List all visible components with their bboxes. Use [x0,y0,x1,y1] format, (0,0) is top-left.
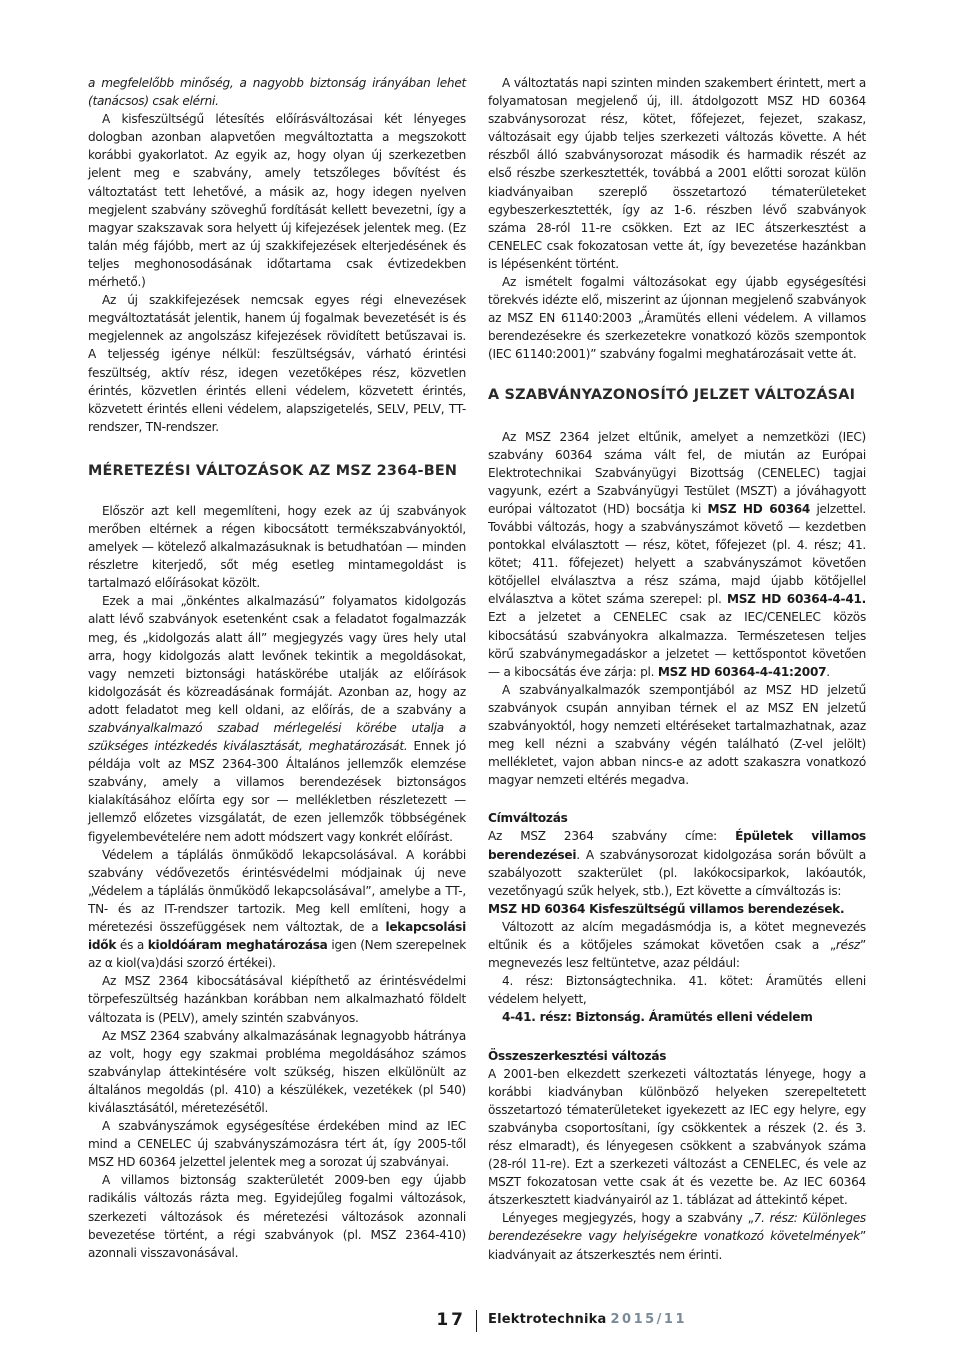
paragraph: Lényeges megjegyzés, hogy a szabvány „7. rész: Különleges berendezésekre vagy helyiségekre vonatkozó követelmények” kiadványait az átszerkesztés nem érinti. [488,1211,866,1262]
footer-divider [476,1310,477,1332]
paragraph: Az új szakkifejezések nemcsak egyes régi elnevezések megváltoztatását jelentik, hanem új fogalmak bevezetését is és megjelennek az angolszász kifejezések rövidített betűszavai is. A teljesség igénye nélkül: feszültségsáv, várható érintési feszültség, aktív rész, idegen vezetőképes rész, közvetlen érintés, közvetlen érintés elleni védelem, közvetett érintés, közvetett érintés elleni védelem, alapszigetelés, SELV, PELV, TT-rendszer, TN-rendszer. [88,293,466,434]
paragraph: Az MSZ 2364 szabvány címe: Épületek villamos berendezései. A szabványsorozat kidolgozása során bővült a szabályozott szakterület (pl. lakókocsiparkok, lakóautók, vezetőnyagú szűk helyek, stb.), Ezt követte a címváltozás is: [488,829,867,898]
paragraph: Változott az alcím megadásmódja is, a kötet megnevezés eltűnik és a kötőjeles számokat követően csak a „rész” megnevezés lesz feltüntetve, azaz például: [488,919,866,971]
paragraph: Az MSZ 2364 kibocsátásával kiépíthető az érintésvédelmi törpefeszültség hazánkban korábban nem alkalmazható földelt változata is (PELV), amely szintén szabványos. [88,974,466,1025]
paragraph: Ezek a mai „önkéntes alkalmazású” folyamatos kidolgozás alatt lévő szabványok esetenként csak a feladatot fogalmazzák meg, és „kidolgozás alatt áll” megjegyzés vagy üres hely utal arra, hogy kidolgozás alatt levőnek tekintik a megoldásokat, vagy nemzeti biztonsági hatáskörébe utalják az előírások kidolgozását és közreadásának formáját. Azonban az, hogy az adott feladatot meg kell oldani, az előírás, de a szabvány a szabványalkalmazó szabad mérlegelési körébe utalja a szükséges intézkedés kiválasztását, meghatározását. Ennek jó példája volt az MSZ 2364-300 Általános jellemzők elemzése szabvány, amely a villamos berendezések biztonságos kialakításához előírta egy sor — mellékletben részletezett — jellemző előzetes vizsgálatát, de ezen jellemzők többségének figyelembevételére nem adott módszert vagy konkrét előírást. [88,594,466,844]
paragraph: Védelem a táplálás önműködő lekapcsolásával. A korábbi szabvány védővezetős érintésvédelmi módjainak új neve „Védelem a táplálás önműködő lekapcsolásával”, amelybe a TT-, TN- és az IT-rendszer tartozik. Meg kell említeni, hogy a méretezési összefüggések nem változtak, de a lekapcsolási idők és a kioldóáram meghatározása igen (Nem szerepelnek az α kiol(va)dási szorzó értékei). [88,847,467,971]
paragraph: Először azt kell megemlíteni, hogy ezek az új szabványok merőben eltérnek a régen kibocsátott termékszabványoktól, amelyek — kötelező alkalmazásuknak is betudhatóan — minden részletre kiterjedő, sőt még esetleg mintamegoldást is tartalmazó előírásokat közölt. [88,503,466,591]
paragraph: Az MSZ 2364 szabvány alkalmazásának legnagyobb hátránya az volt, hogy egy szakmai probléma megoldásához számos szabványlap áttekintésére volt szükség, hiszen elkülönült az általános megoldás (pl. 410) a készülékek, vezetékek (pl 540) kiválasztásától, méretezésétől. [88,1028,466,1115]
left-column [88,74,466,1262]
paragraph: Az MSZ 2364 jelzet eltűnik, amelyet a nemzetközi (IEC) szabvány 60364 száma vált fel, de miután az Európai Elektrotechnikai Szabványügyi Bizottság (CENELEC) tagjai vagyunk, ezért a Szabványügyi Testület (MSZT) a jóváhagyott európai változatot (HD) bocsátja ki MSZ HD 60364 jelzettel. További változás, hogy a szabványszámot követő — kezdetben pontokkal elválasztott — rész, kötet, főfejezet (pl. 4. rész; 41. kötet; 411. főfejezet) helyett a szabványszámot követően kötőjellel elválasztva a rész száma, majd újabb kötőjellel elválasztva a kötet száma szerepel: pl. MSZ HD 60364-4-41. Ezt a jelzetet a CENELEC csak az IEC/CENELEC közös kibocsátású szabványokra alkalmazza. Természetesen teljes körű szabványmegadáskor a jelzetet — kettőspontot követően — a kibocsátás éve zárja: pl. MSZ HD 60364-4-41:2007. [488,429,867,679]
paragraph: A kisfeszültségű létesítés előírásváltozásai két lényeges dologban azonban alapvetően megváltoztatta a megszokott korábbi gyakorlatot. Az egyik az, hogy olyan új szerkezetben jelent meg e szabvány, amely tetszőleges bővítést és változtatást tett lehetővé, a másik az, hogy idegen nyelven megjelent szabvány szöveghű fordítását kellett bevezetni, így a magyar szakszavak sora helyett új kifejezések jelentek meg. (Ez talán még fájóbb, mert az új szakkifejezések elterjedésének és teljes meghonosodásának időtartama csak évtizedekben mérhető.) [88,112,466,290]
section-heading: MÉRETEZÉSI VÁLTOZÁSOK AZ MSZ 2364-BEN [88,462,458,479]
intro-italic-paragraph: a megfelelőbb minőség, a nagyobb biztonság irányában lehet (tanácsos) csak elérni. [88,76,466,109]
page-number: 17 [436,1310,466,1330]
magazine-title: Elektrotechnika [488,1312,607,1327]
paragraph: Az ismételt fogalmi változásokat egy újabb egységesítési törekvés idézte elő, miszerint az újonnan megjelenő szabványok az MSZ EN 61140:2003 „Áramütés elleni védelem. A villamos berendezésekre és szerkezetekre vonatkozó közös szempontok (IEC 61140:2001)” szabvány fogalmi meghatározásait vette át. [488,275,866,362]
subheading: Összeszerkesztési változás [488,1048,667,1063]
bold-line: 4-41. rész: Biztonság. Áramütés elleni védelem [502,1010,813,1025]
bold-line: MSZ HD 60364 Kisfeszültségű villamos berendezések. [488,901,845,916]
section-heading: A SZABVÁNYAZONOSÍTÓ JELZET VÁLTOZÁSAI [488,386,856,403]
issue-number: 2015/11 [610,1312,688,1327]
magazine-name [488,1312,687,1327]
page-footer [0,1310,960,1334]
paragraph: A szabványalkalmazók szempontjából az MSZ HD jelzetű szabványok csupán annyiban térnek el az MSZ EN jelzetű szabványoktól, hogy nemzeti eltéréseket tartalmazhatnak, azaz meg kell nézni a szabvány végén található (Z-vel jelölt) mellékletet, vajon abban nincs-e az adott szakaszra vonatkozó magyar nemzeti eltérés megadva. [488,682,866,788]
paragraph: A villamos biztonság szakterületét 2009-ben egy újabb radikális változás rázta meg. Egyidejűleg fogalmi változások, szerkezeti változások és méretezési változások azonnali bevezetése történt, a régi szabványok (pl. MSZ 2364-410) azonnali visszavonásával. [88,1173,466,1260]
subheading: Címváltozás [488,811,568,826]
paragraph: 4. rész: Biztonságtechnika. 41. kötet: Áramütés elleni védelem helyett, [488,974,866,1007]
paragraph: A szabványszámok egységesítése érdekében mind az IEC mind a CENELEC új szabványszámozásra tért át, így 2005-től MSZ HD 60364 jelzettel jelentek meg a sorozat új szabványai. [88,1119,466,1170]
paragraph: A 2001-ben elkezdett szerkezeti változtatás lényege, hogy a korábbi kiadványban különböző helyeken szerepeltetett összetartozó tématerületeket igyekezett az IEC egy helyre, egy szabványba csoportosítani, így csökkentek a részek (2. és 3. rész elmaradt), és lényegesen csökkent a szabványok száma (28-ról 11-re). Ezt a szerkezeti változást a CENELEC, és vele az MSZT fokozatosan vette csak át és vezette be. Az IEC 60364 átszerkesztett kiadványairól az 1. táblázat ad áttekintő képet. [488,1066,866,1208]
paragraph: A változtatás napi szinten minden szakembert érintett, mert a folyamatosan megjelenő új, ill. átdolgozott MSZ HD 60364 szabványsorozat rész, kötet, főfejezet, fejezet, szakasz, változásait egy újabb teljes szerkezeti változás követte. A hét részből álló szabványsorozat második és harmadik részét az első részbe szerkesztették, továbbá a 2001 előtti sorozat külön kiadványaiban szereplő összetartozó tématerületeket egybeszerkesztették, így az 1-6. részben lévő szabványok száma 28-ról 11-re csökken. Ezt az IEC átszerkesztést a CENELEC csak fokozatosan vette át, így bevezetése hazánkban is lépésenként történt. [488,76,866,271]
right-column [488,74,866,1264]
